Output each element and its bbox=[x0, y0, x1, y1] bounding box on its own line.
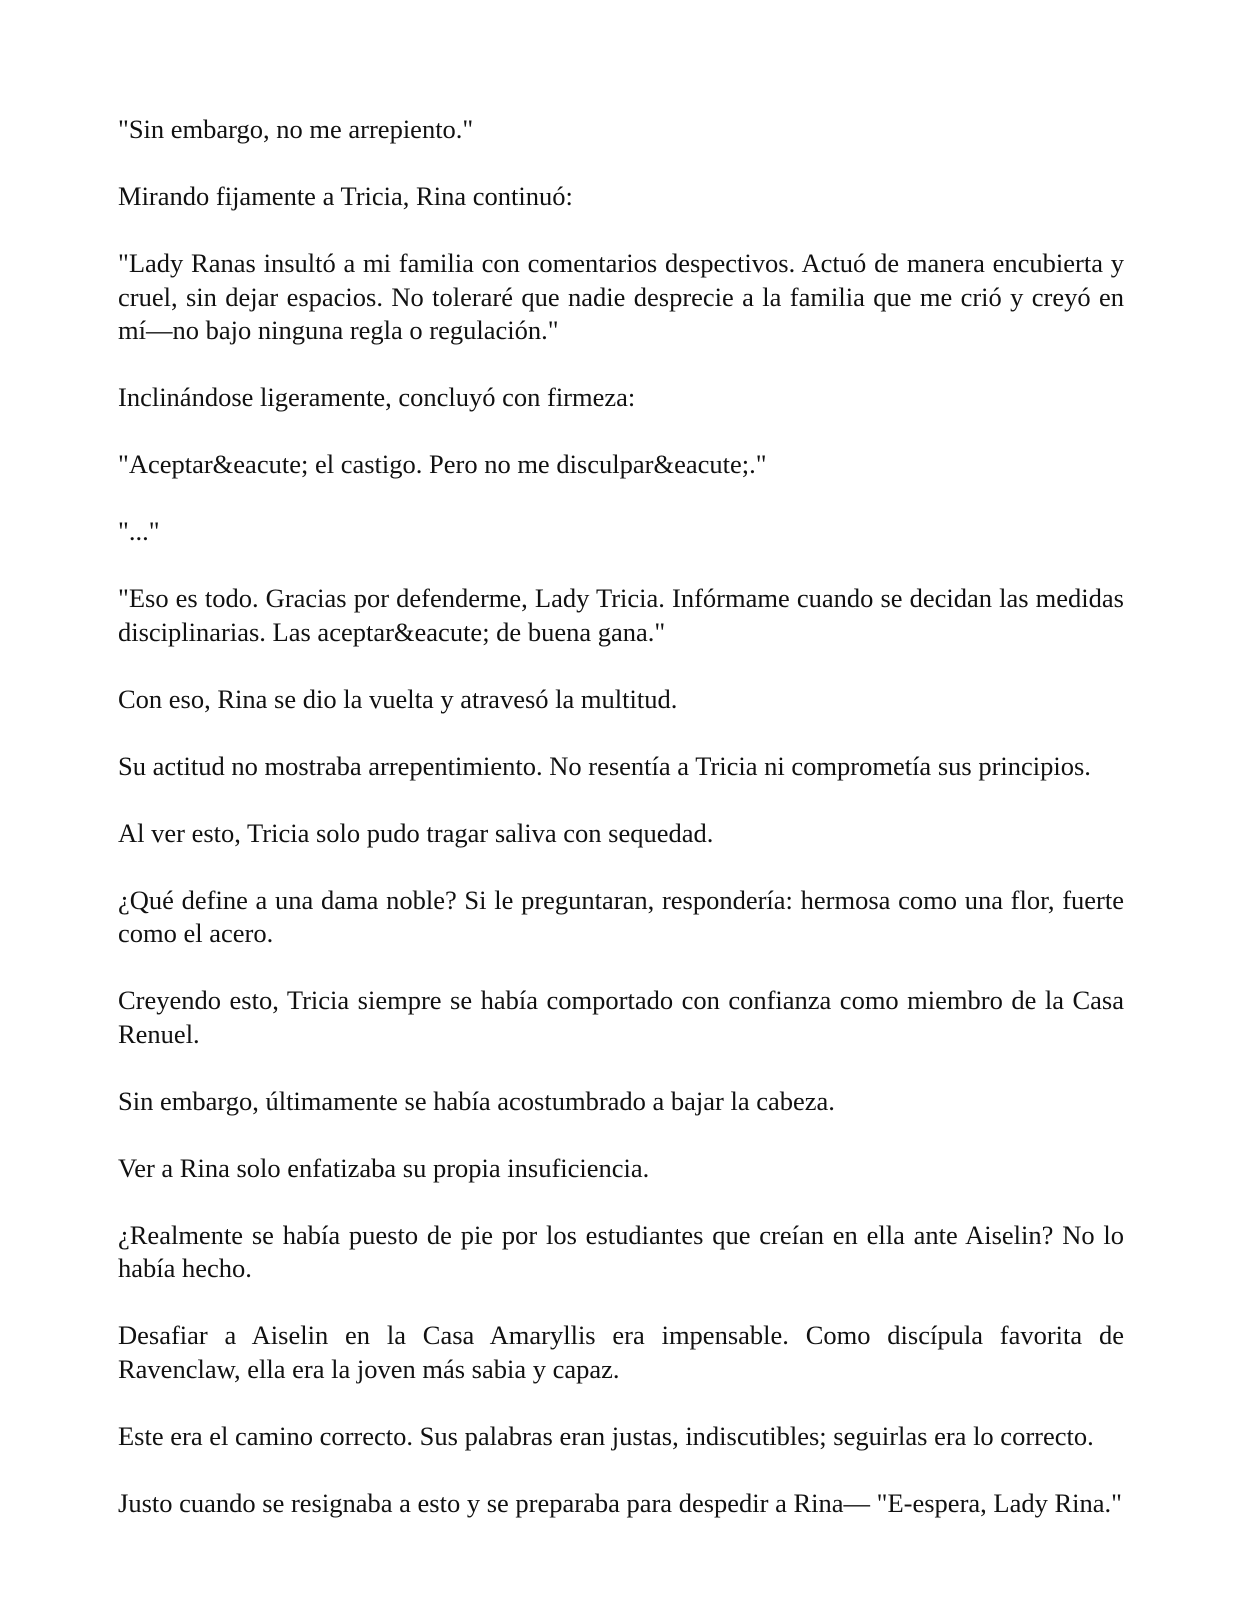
paragraph: Creyendo esto, Tricia siempre se había comportado con confianza como miembro de la Casa Renuel. bbox=[118, 985, 1124, 1049]
paragraph: Ver a Rina solo enfatizaba su propia insuficiencia. bbox=[118, 1152, 650, 1183]
paragraph: Inclinándose ligeramente, concluyó con firmeza: bbox=[118, 382, 636, 412]
paragraph: "Aceptar&eacute; el castigo. Pero no me disculpar&eacute;." bbox=[118, 449, 767, 479]
paragraph: Este era el camino correcto. Sus palabras eran justas, indiscutibles; seguirlas era lo correcto. bbox=[118, 1420, 1094, 1451]
paragraph: "Lady Ranas insultó a mi familia con comentarios despectivos. Actuó de manera encubierta y cruel, sin dejar espacios. No toleraré que nadie desprecie a la familia que me crió y creyó en mí—no bajo ninguna regla o regulación." bbox=[118, 248, 1124, 345]
paragraph: "..." bbox=[118, 516, 160, 546]
paragraph: Sin embargo, últimamente se había acostumbrado a bajar la cabeza. bbox=[118, 1085, 835, 1116]
paragraph: Mirando fijamente a Tricia, Rina continuó: bbox=[118, 181, 573, 211]
paragraph: "Sin embargo, no me arrepiento." bbox=[118, 114, 474, 144]
paragraph: Desafiar a Aiselin en la Casa Amaryllis era impensable. Como discípula favorita de Ravenclaw, ella era la joven más sabia y capaz. bbox=[118, 1320, 1124, 1384]
paragraph: "Eso es todo. Gracias por defenderme, Lady Tricia. Infórmame cuando se decidan las medidas disciplinarias. Las aceptar&eacute; de buena gana." bbox=[118, 583, 1124, 647]
paragraph: ¿Realmente se había puesto de pie por los estudiantes que creían en ella ante Aiselin? No lo había hecho. bbox=[118, 1219, 1124, 1283]
paragraph: Justo cuando se resignaba a esto y se preparaba para despedir a Rina— "E-espera, Lady Rina." bbox=[118, 1487, 1122, 1518]
document-page bbox=[118, 113, 1124, 1520]
paragraph: ¿Qué define a una dama noble? Si le preguntaran, respondería: hermosa como una flor, fuerte como el acero. bbox=[118, 884, 1124, 948]
paragraph: Al ver esto, Tricia solo pudo tragar saliva con sequedad. bbox=[118, 817, 714, 848]
paragraph: Su actitud no mostraba arrepentimiento. No resentía a Tricia ni comprometía sus principios. bbox=[118, 750, 1091, 781]
paragraph: Con eso, Rina se dio la vuelta y atravesó la multitud. bbox=[118, 683, 678, 714]
